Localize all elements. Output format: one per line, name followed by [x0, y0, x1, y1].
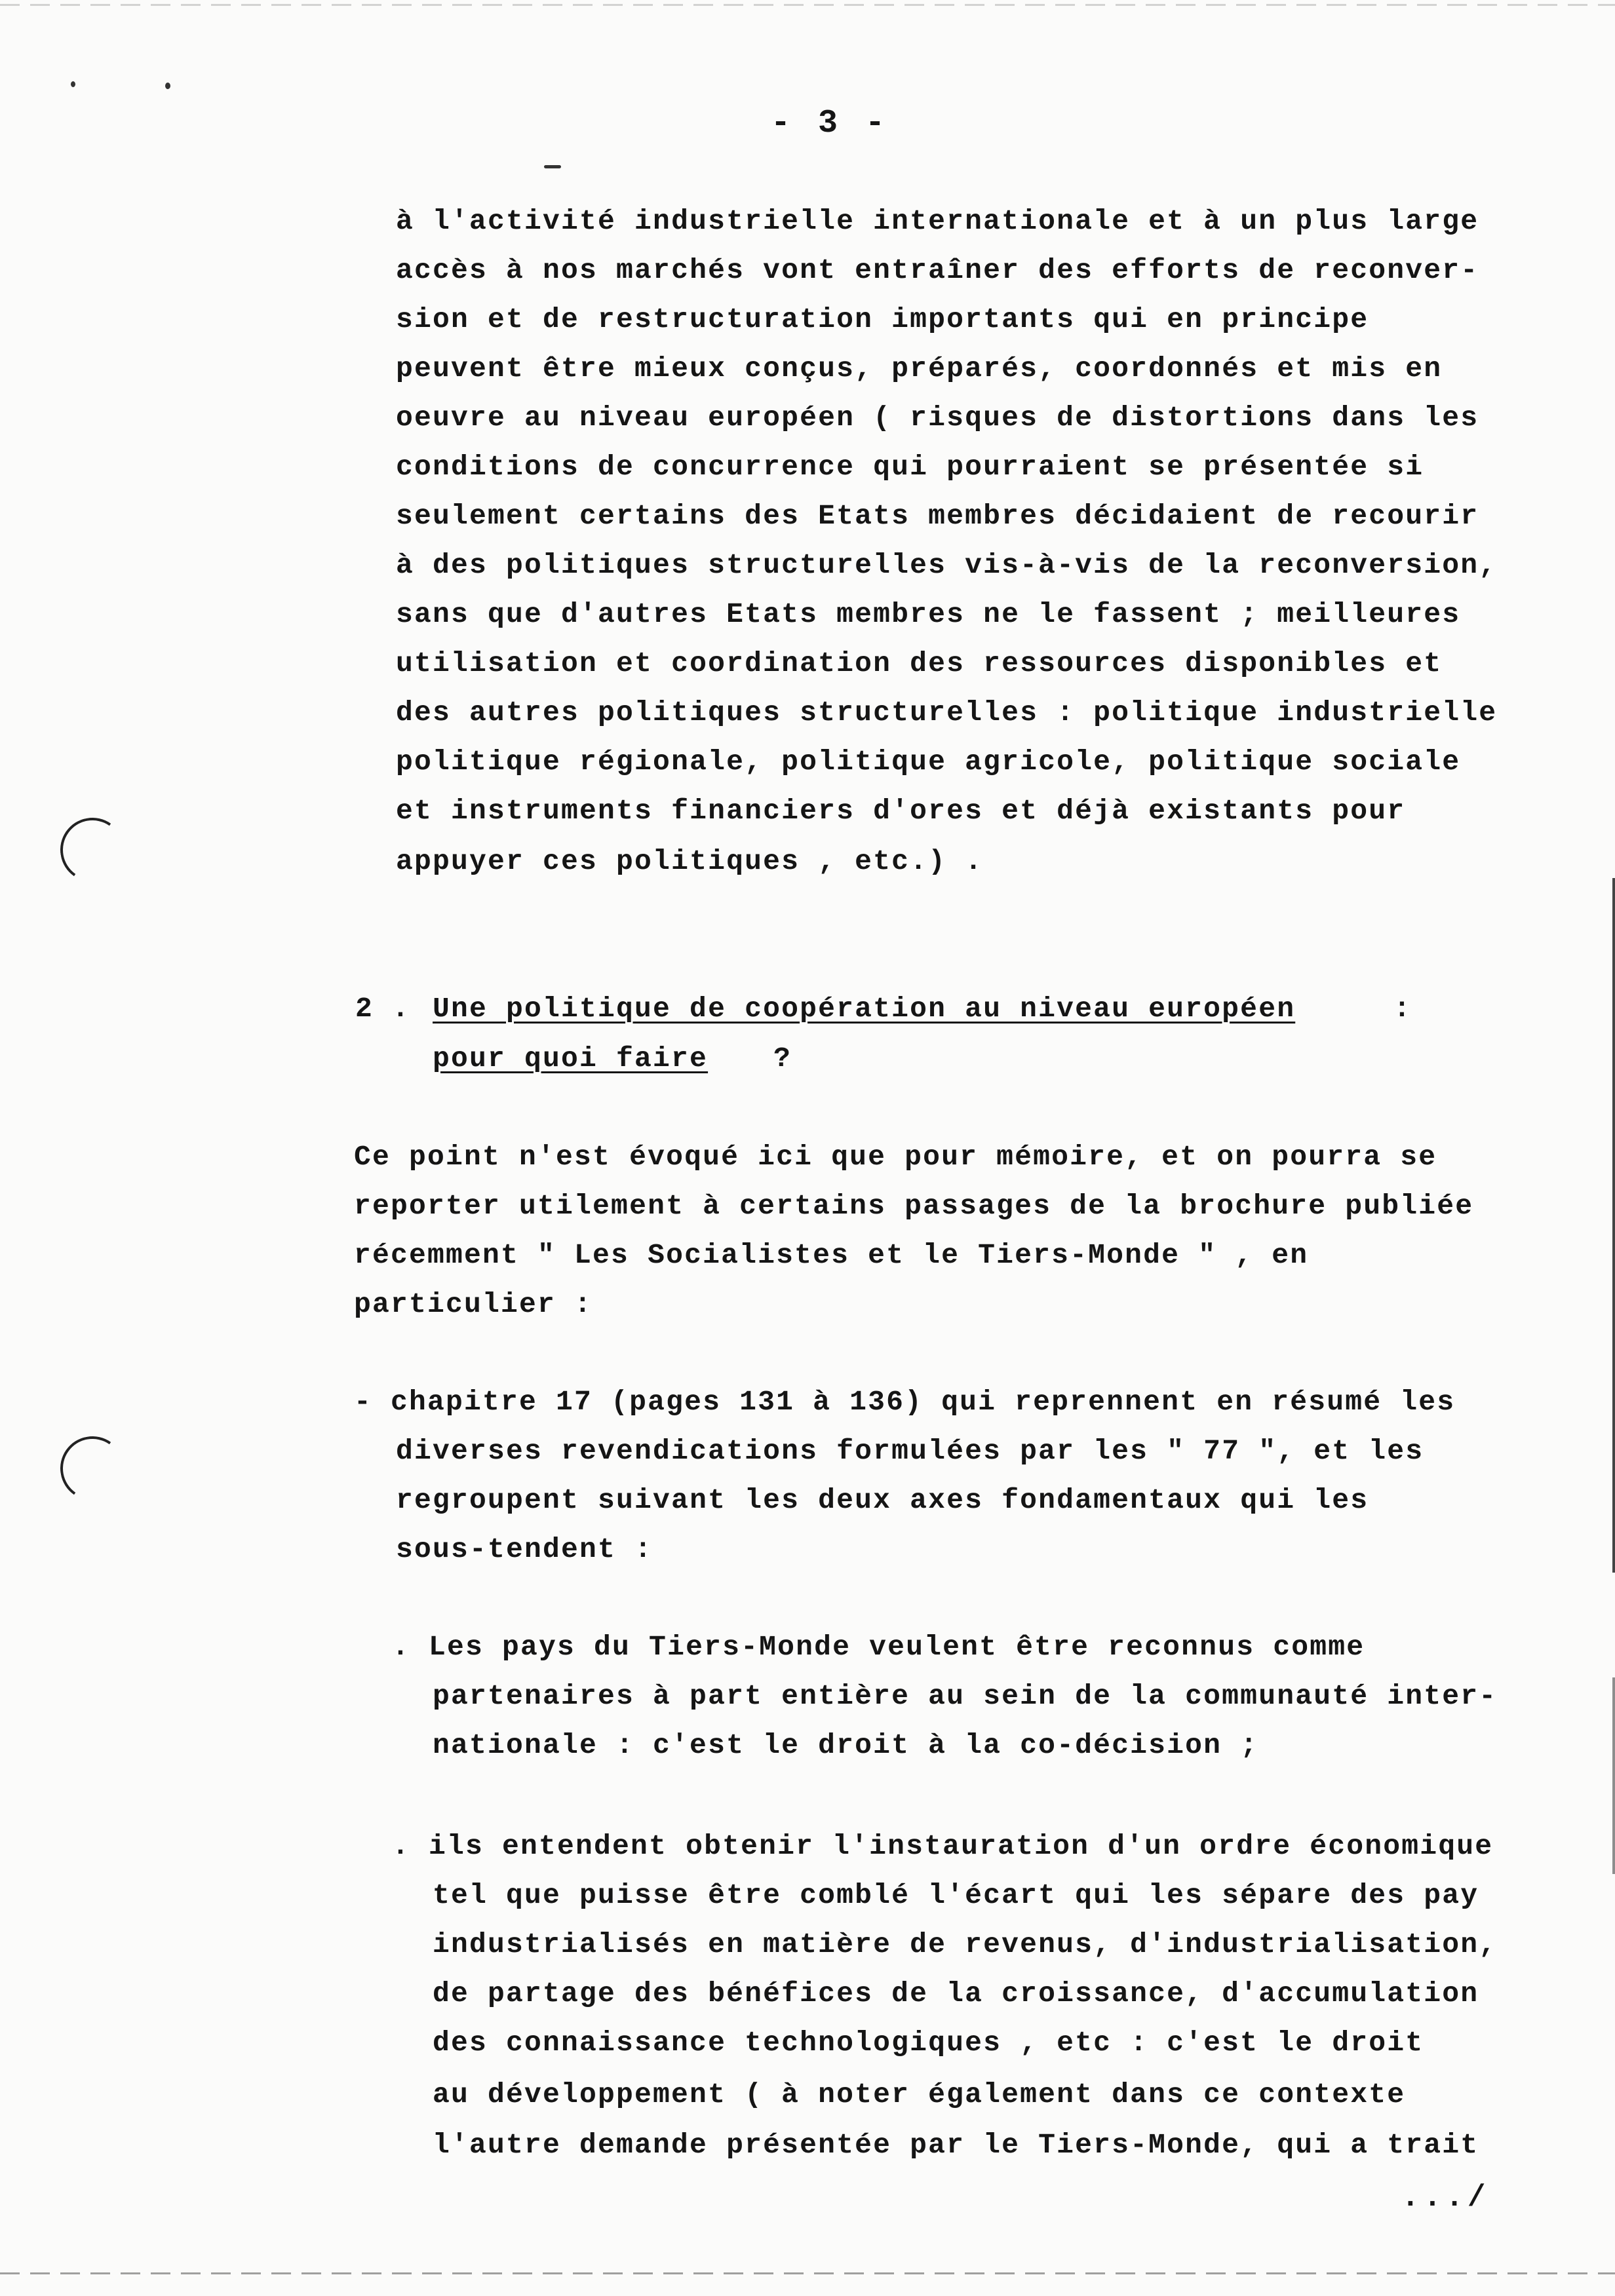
sub-item-line: . ils entendent obtenir l'instauration d'un ordre économique	[392, 1830, 1494, 1862]
punch-hole-bottom	[55, 1431, 130, 1506]
text-line: peuvent être mieux conçus, préparés, coordonnés et mis en	[396, 353, 1443, 385]
section-heading-colon: :	[1393, 993, 1412, 1025]
scan-speck	[71, 81, 75, 87]
section-heading-question: ?	[773, 1043, 792, 1075]
text-line: sans que d'autres Etats membres ne le fassent ; meilleures	[396, 598, 1461, 630]
sub-item-line: industrialisés en matière de revenus, d'industrialisation,	[433, 1928, 1498, 1961]
section-number: 2 .	[355, 993, 411, 1025]
text-line: accès à nos marchés vont entraîner des efforts de reconver-	[396, 254, 1479, 286]
text-line: reporter utilement à certains passages de la brochure publiée	[354, 1190, 1474, 1222]
section-heading-line2: pour quoi faire	[433, 1043, 709, 1075]
text-line: à l'activité industrielle internationale et à un plus large	[396, 205, 1479, 237]
sub-item-line: des connaissance technologiques , etc : c'est le droit	[433, 2027, 1424, 2059]
scan-speck	[544, 165, 561, 168]
text-line: particulier :	[354, 1288, 593, 1320]
sub-item-line: tel que puisse être comblé l'écart qui les sépare des pay	[433, 1879, 1479, 1911]
text-line: récemment " Les Socialistes et le Tiers-Monde " , en	[354, 1239, 1309, 1271]
text-line: seulement certains des Etats membres décidaient de recourir	[396, 500, 1479, 532]
text-line: oeuvre au niveau européen ( risques de distortions dans les	[396, 402, 1479, 434]
scan-bottom-edge	[0, 2272, 1615, 2274]
sub-item-line: partenaires à part entière au sein de la communauté inter-	[433, 1680, 1498, 1712]
scan-speck	[165, 83, 170, 89]
text-line: politique régionale, politique agricole, politique sociale	[396, 746, 1461, 778]
text-line: et instruments financiers d'ores et déjà existants pour	[396, 795, 1406, 827]
list-item-line: regroupent suivant les deux axes fondamentaux qui les	[396, 1484, 1369, 1516]
text-line: appuyer ces politiques , etc.) .	[396, 845, 984, 877]
text-line: des autres politiques structurelles : politique industrielle	[396, 697, 1498, 729]
section-heading-line1: Une politique de coopération au niveau européen	[433, 993, 1296, 1025]
scan-edge	[1612, 878, 1615, 1573]
scan-top-edge	[0, 4, 1615, 6]
text-line: Ce point n'est évoqué ici que pour mémoire, et on pourra se	[354, 1141, 1437, 1173]
list-item-line: diverses revendications formulées par les " 77 ", et les	[396, 1435, 1424, 1467]
list-item-line: - chapitre 17 (pages 131 à 136) qui reprennent en résumé les	[354, 1386, 1456, 1418]
punch-hole-top	[55, 813, 130, 887]
sub-item-line: . Les pays du Tiers-Monde veulent être reconnus comme	[392, 1631, 1365, 1663]
scan-edge	[1612, 1677, 1615, 1874]
sub-item-line: au développement ( à noter également dans ce contexte	[433, 2078, 1406, 2111]
text-line: à des politiques structurelles vis-à-vis de la reconversion,	[396, 549, 1498, 581]
list-item-line: sous-tendent :	[396, 1533, 653, 1565]
text-line: utilisation et coordination des ressources disponibles et	[396, 647, 1443, 679]
text-line: conditions de concurrence qui pourraient se présentée si	[396, 451, 1424, 483]
text-line: sion et de restructuration importants qui en principe	[396, 303, 1369, 335]
continuation-mark: .../	[1401, 2181, 1490, 2215]
sub-item-line: de partage des bénéfices de la croissance, d'accumulation	[433, 1978, 1479, 2010]
sub-item-line: nationale : c'est le droit à la co-décision ;	[433, 1729, 1259, 1761]
sub-item-line: l'autre demande présentée par le Tiers-Monde, qui a trait	[433, 2129, 1479, 2161]
page-number: - 3 -	[771, 105, 889, 142]
